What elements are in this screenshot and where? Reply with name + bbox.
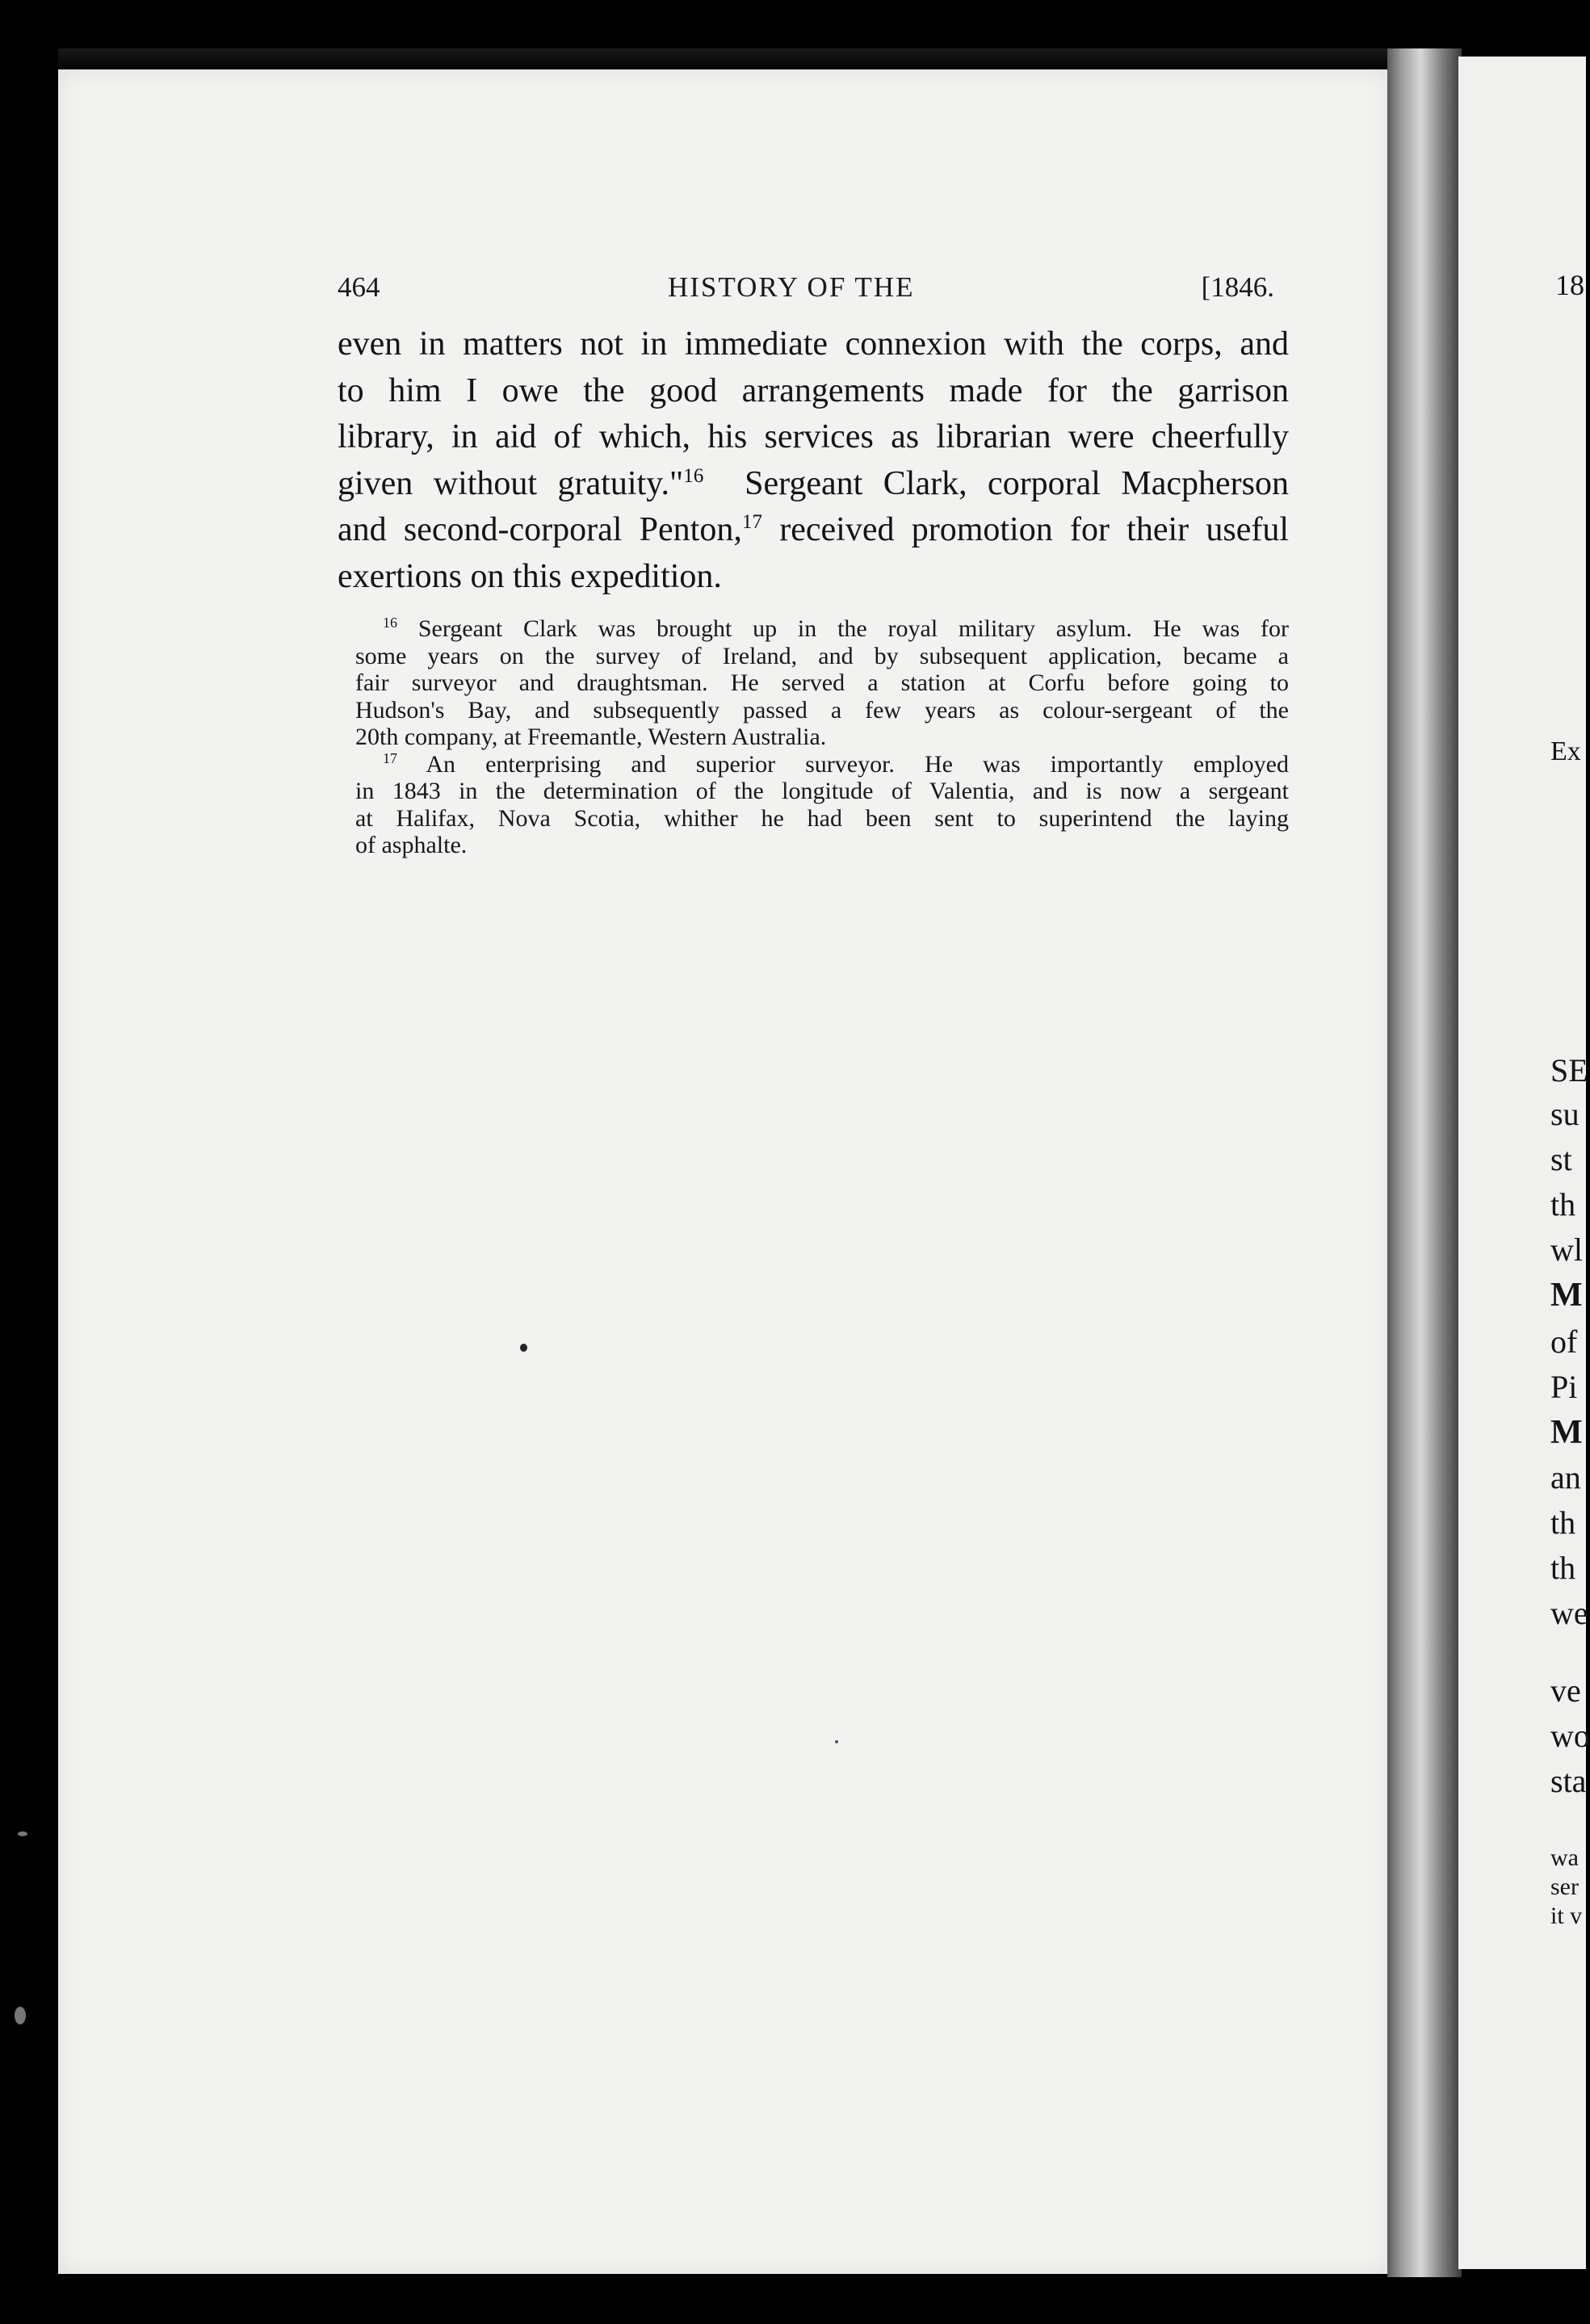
- page-number: 464: [338, 271, 380, 303]
- right-page-fragment: Ex: [1550, 736, 1581, 766]
- footnote-16-line: [355, 615, 1289, 643]
- right-page-fragment: M: [1550, 1277, 1583, 1314]
- right-page-fragment: wo: [1550, 1718, 1590, 1754]
- body-line: exertions on this expedition.: [338, 557, 722, 595]
- right-page-fragment: it v: [1550, 1902, 1583, 1929]
- footnote-17-line: of asphalte.: [355, 832, 468, 858]
- footnote-text: An enterprising and superior surveyor. He was importantly employed: [426, 750, 1289, 778]
- footnote-text: Sergeant Clark was brought up in the royal military asylum. He was for: [417, 615, 1289, 642]
- right-page-fragment: M: [1550, 1414, 1583, 1451]
- body-line: library, in aid of which, his services as librarian were cheerfully: [338, 418, 1289, 455]
- header-year: [1846.: [1201, 271, 1274, 303]
- right-page-header-fragment: 18: [1555, 269, 1584, 301]
- ink-dot: [835, 1740, 838, 1743]
- body-line-part: given without gratuity.": [338, 464, 684, 502]
- body-line-part: Sergeant Clark, corporal Macpherson: [745, 464, 1290, 502]
- right-page-fragment: su: [1550, 1096, 1580, 1132]
- right-page-fragment: Pi: [1550, 1369, 1578, 1405]
- scan-speck: [15, 2007, 26, 2024]
- right-page-fragment: ve: [1550, 1672, 1581, 1709]
- footnote-16-line: 20th company, at Freemantle, Western Australia.: [355, 724, 827, 750]
- footnote-17-line: [355, 751, 1289, 778]
- right-page-fragment: we: [1550, 1595, 1588, 1631]
- body-line: even in matters not in immediate connexion with the corps, and: [338, 325, 1289, 363]
- right-page-fragment: wa: [1550, 1844, 1579, 1871]
- body-line-part: and second-corporal Penton,: [338, 511, 742, 548]
- right-page-fragment: an: [1550, 1459, 1581, 1495]
- scan-speck: [18, 1831, 27, 1836]
- running-header: [338, 271, 1274, 312]
- right-page-fragment: of: [1550, 1324, 1578, 1360]
- body-text: [338, 321, 1289, 600]
- right-page-fragment: st: [1550, 1141, 1572, 1177]
- footnotes: [355, 615, 1289, 859]
- footnote-mark-16: 16: [383, 615, 397, 631]
- header-title: HISTORY OF THE: [668, 271, 915, 303]
- right-page-fragment: sta: [1550, 1763, 1587, 1799]
- body-line: [338, 507, 1289, 554]
- right-page-fragment: th: [1550, 1186, 1576, 1223]
- footnote-mark-17: 17: [383, 749, 397, 766]
- footnote-16-line: Hudson's Bay, and subsequently passed a few years as colour-sergeant of the: [355, 696, 1289, 724]
- ink-dot: [520, 1344, 527, 1352]
- footnote-17-line: in 1843 in the determination of the longitude of Valentia, and is now a sergeant: [355, 778, 1289, 804]
- footnote-16-line: fair surveyor and draughtsman. He served a station at Corfu before going to: [355, 669, 1289, 696]
- body-line-part: received promotion for their useful: [779, 511, 1290, 548]
- right-page-fragment: SE: [1550, 1052, 1588, 1089]
- right-page-fragment: th: [1550, 1504, 1576, 1541]
- footnote-16-line: some years on the survey of Ireland, and by subsequent application, became a: [355, 642, 1289, 669]
- footnote-17-line: at Halifax, Nova Scotia, whither he had been sent to superintend the laying: [355, 804, 1289, 832]
- book-gutter: [1387, 48, 1462, 2277]
- body-line: to him I owe the good arrangements made for the garrison: [338, 371, 1289, 409]
- body-line: [338, 461, 1289, 508]
- footnote-ref-16: 16: [683, 464, 704, 487]
- footnote-ref-17: 17: [741, 511, 763, 533]
- right-page-fragment: th: [1550, 1550, 1576, 1586]
- right-page-fragment: wl: [1550, 1231, 1583, 1268]
- right-page-fragment: ser: [1550, 1873, 1579, 1900]
